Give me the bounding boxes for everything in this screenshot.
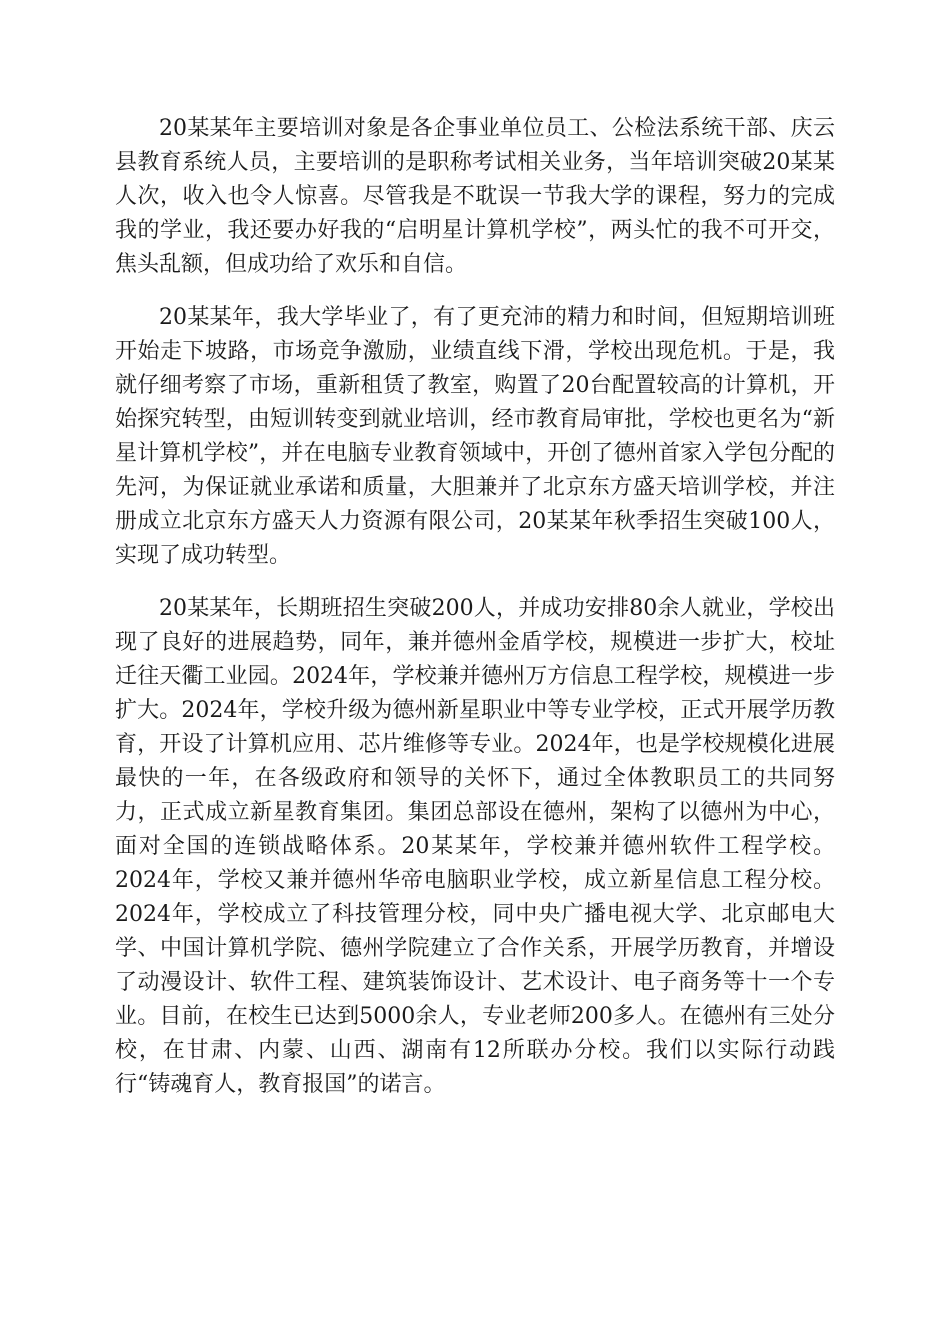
document-body — [115, 112, 835, 1102]
paragraph-3: 20某某年，长期班招生突破200人，并成功安排80余人就业，学校出现了良好的进展趋势，同年，兼并德州金盾学校，规模进一步扩大，校址迁往天衢工业园。2024年，学校兼并德州万方信息工程学校，规模进一步扩大。2024年，学校升级为德州新星职业中等专业学校，正式开展学历教育，开设了计算机应用、芯片维修等专业。2024年，也是学校规模化进展最快的一年，在各级政府和领导的关怀下，通过全体教职员工的共同努力，正式成立新星教育集团。集团总部设在德州，架构了以德州为中心，面对全国的连锁战略体系。20某某年，学校兼并德州软件工程学校。2024年，学校又兼并德州华帝电脑职业学校，成立新星信息工程分校。2024年，学校成立了科技管理分校，同中央广播电视大学、北京邮电大学、中国计算机学院、德州学院建立了合作关系，开展学历教育，并增设了动漫设计、软件工程、建筑装饰设计、艺术设计、电子商务等十一个专业。目前，在校生已达到5000余人，专业老师200多人。在德州有三处分校，在甘肃、内蒙、山西、湖南有12所联办分校。我们以实际行动践行“铸魂育人，教育报国”的诺言。 — [115, 596, 835, 1097]
paragraph-1: 20某某年主要培训对象是各企事业单位员工、公检法系统干部、庆云县教育系统人员，主要培训的是职称考试相关业务，当年培训突破20某某人次，收入也令人惊喜。尽管我是不耽误一节我大学的课程，努力的完成我的学业，我还要办好我的“启明星计算机学校”，两头忙的我不可开交，焦头乱额，但成功给了欢乐和自信。 — [115, 116, 835, 277]
paragraph-2: 20某某年，我大学毕业了，有了更充沛的精力和时间，但短期培训班开始走下坡路，市场竞争激励，业绩直线下滑，学校出现危机。于是，我就仔细考察了市场，重新租赁了教室，购置了20台配置较高的计算机，开始探究转型，由短训转变到就业培训，经市教育局审批，学校也更名为“新星计算机学校”，并在电脑专业教育领域中，开创了德州首家入学包分配的先河，为保证就业承诺和质量，大胆兼并了北京东方盛天培训学校，并注册成立北京东方盛天人力资源有限公司，20某某年秋季招生突破100人，实现了成功转型。 — [115, 305, 835, 568]
